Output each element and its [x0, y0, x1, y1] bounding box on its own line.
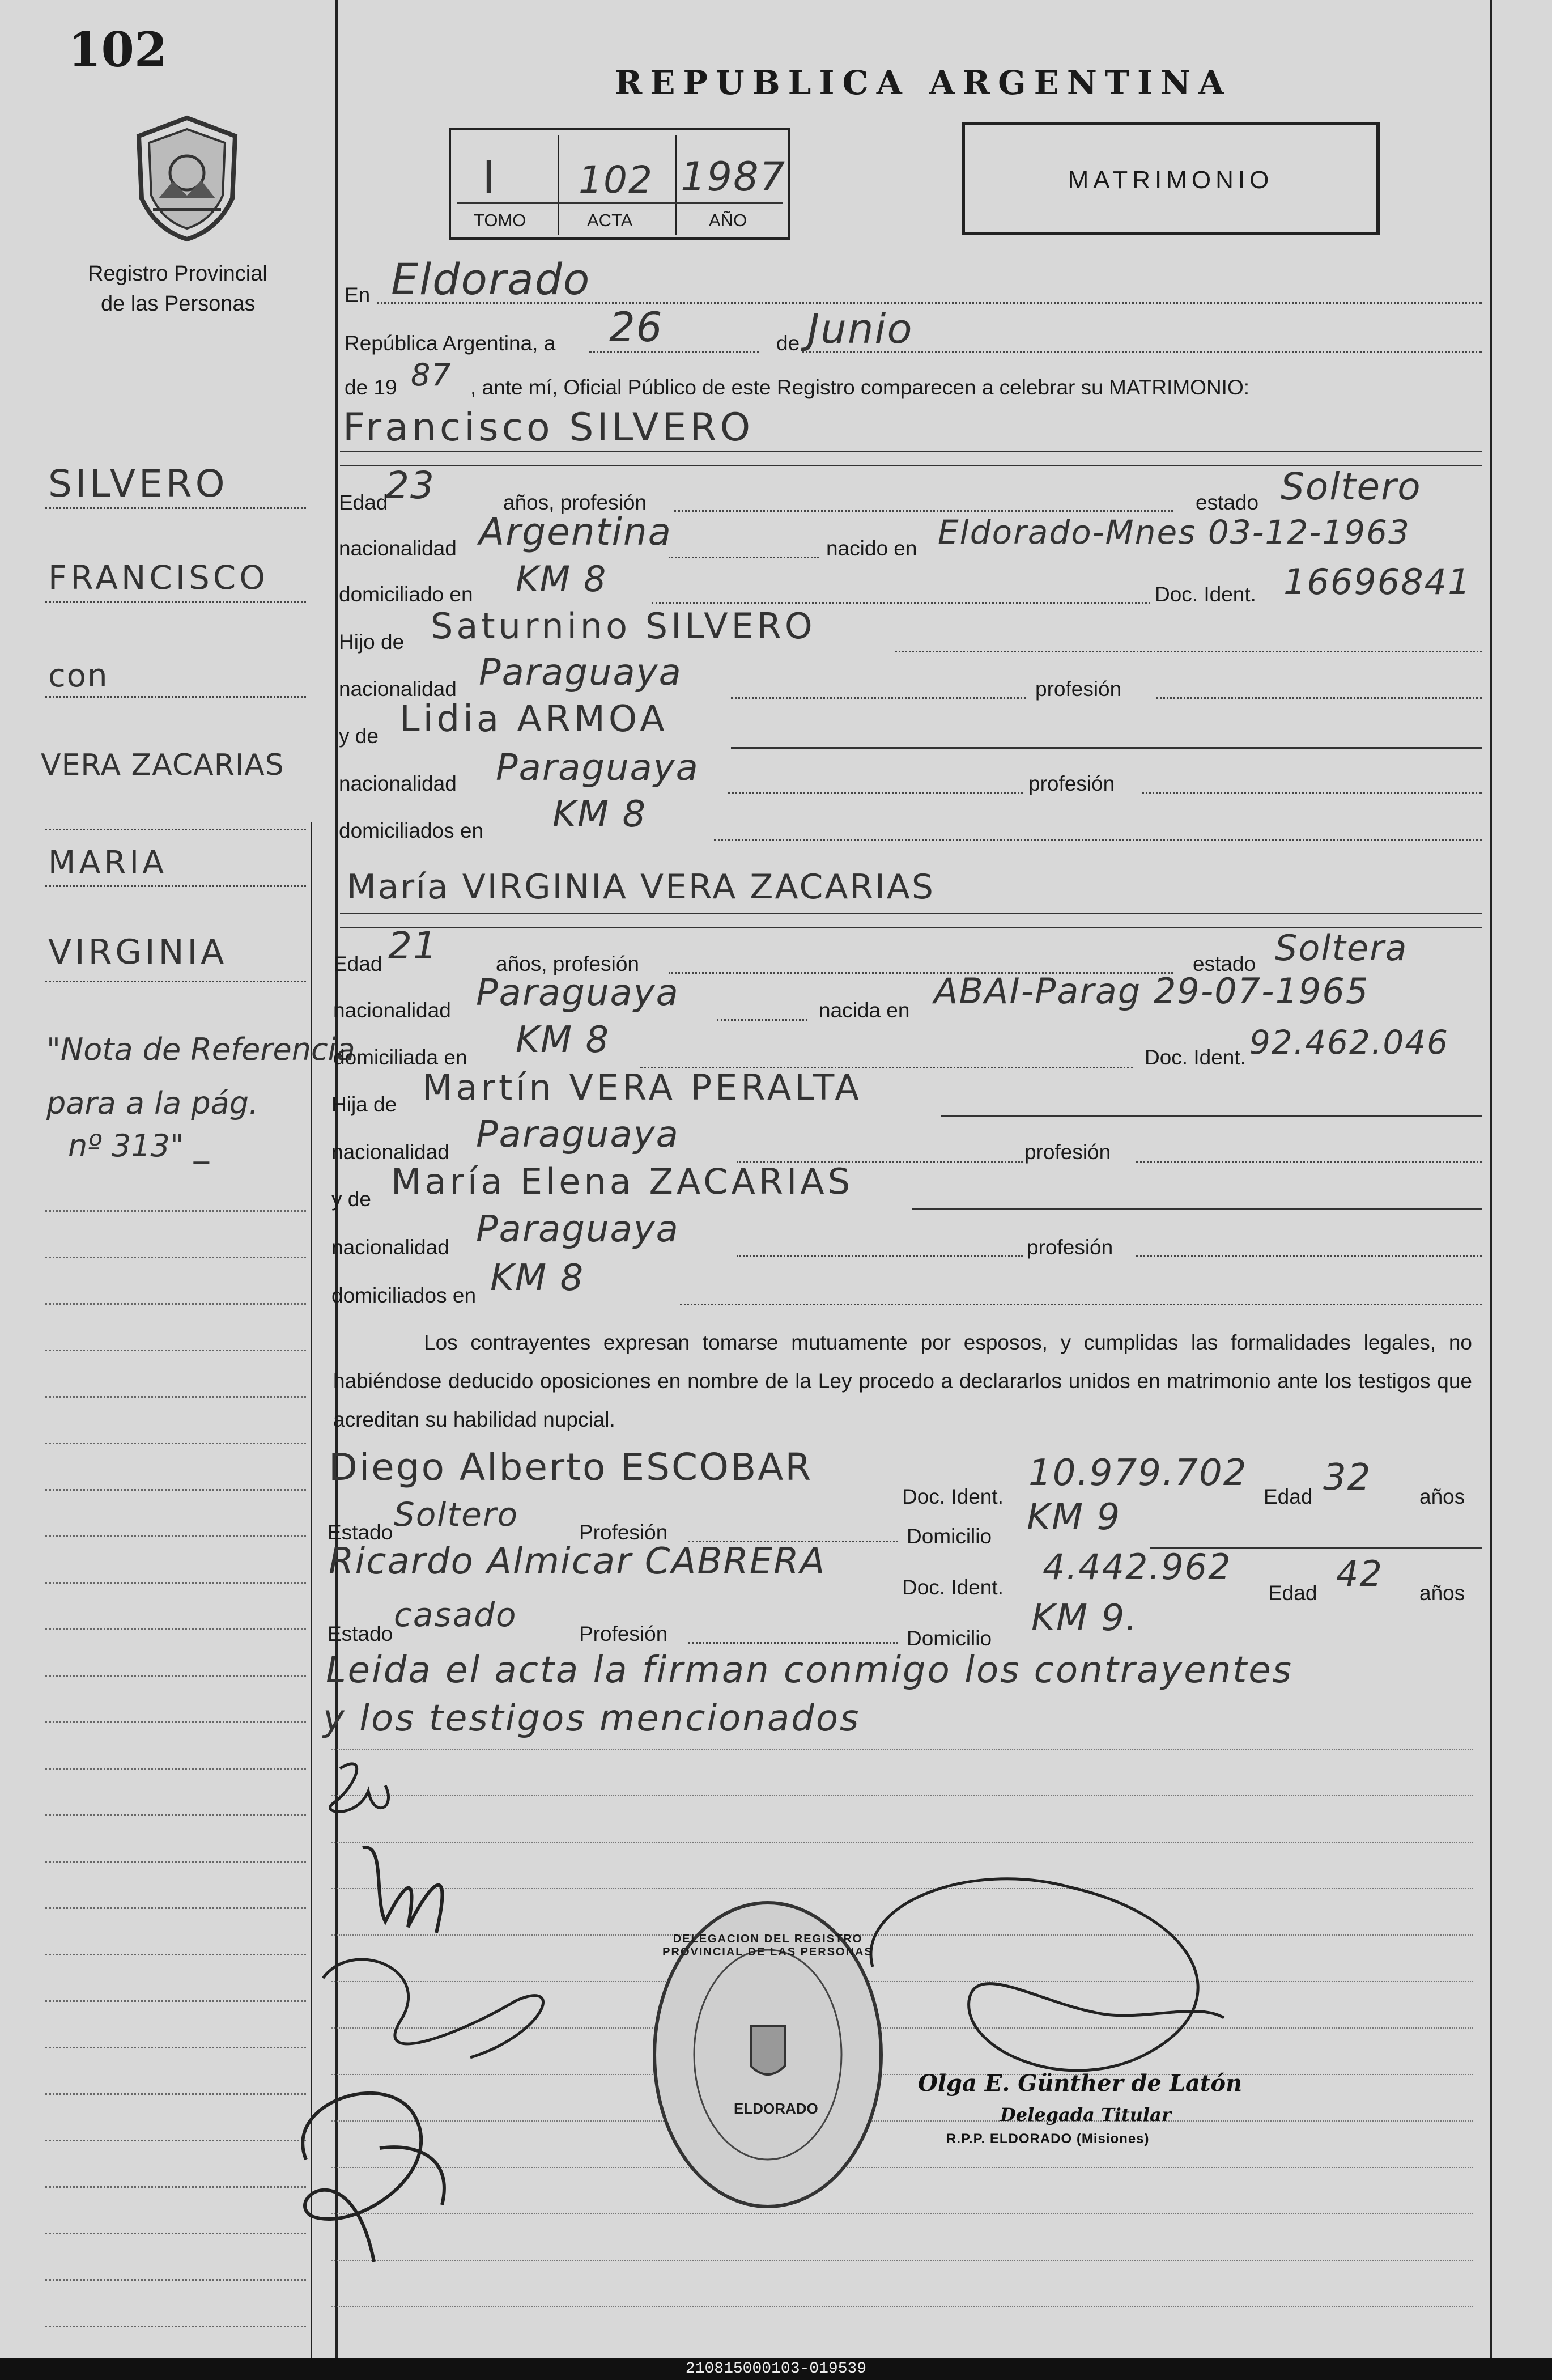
official-name: Olga E. Günther de Latón — [918, 2070, 1243, 2097]
groom-father-label: Hijo de — [339, 630, 405, 654]
margin-ruled-line — [45, 2233, 306, 2234]
witness1-prof-label: Profesión — [579, 1521, 668, 1544]
rule — [912, 1208, 1482, 1210]
bride-born: ABAI-Parag 29-07-1965 — [934, 970, 1370, 1012]
bride-parents-dom-label: domiciliados en — [331, 1284, 477, 1307]
ruled-line — [331, 2306, 1473, 2307]
bride-mother-nat: Paraguaya — [476, 1208, 679, 1250]
bride-domicile: KM 8 — [516, 1019, 610, 1061]
witness1-domicile: KM 9 — [1027, 1496, 1121, 1538]
margin-ruled-line — [45, 1303, 306, 1305]
dots — [680, 1304, 1482, 1305]
scan-id-footer: 210815000103-019539 — [0, 2358, 1552, 2380]
bride-nationality-label: nacionalidad — [333, 999, 451, 1022]
dots — [669, 557, 819, 558]
groom-born: Eldorado-Mnes 03-12-1963 — [938, 513, 1410, 551]
groom-age: 23 — [385, 464, 435, 507]
witness1-doc-label: Doc. Ident. — [902, 1485, 1004, 1508]
margin-ruled-line — [45, 1628, 306, 1630]
box-rule — [457, 202, 783, 204]
de-label: de — [776, 332, 800, 355]
ruled-line — [331, 1749, 1473, 1750]
margin-ruled-line — [45, 2047, 306, 2048]
groom-domicile: KM 8 — [516, 558, 607, 600]
margin-ruled-line — [45, 2140, 306, 2141]
witness1-dom-label: Domicilio — [907, 1525, 992, 1548]
signature-1 — [330, 1764, 389, 1812]
margin-note-line2: para a la pág. — [46, 1085, 259, 1121]
stamp-outer-text: DELEGACION DEL REGISTRO PROVINCIAL DE LAS PERSONAS — [662, 1933, 873, 1958]
dots — [652, 602, 1150, 604]
groom-mother: Lidia ARMOA — [399, 698, 668, 740]
bride-nationality: Paraguaya — [476, 972, 679, 1014]
groom-profession-label: años, profesión — [503, 491, 647, 514]
margin-dots — [45, 981, 306, 982]
groom-father-prof-label: profesión — [1035, 677, 1122, 701]
bride-age-label: Edad — [333, 952, 382, 975]
bride-father-prof-label: profesión — [1024, 1140, 1111, 1164]
groom-nationality: Argentina — [479, 510, 673, 554]
dots — [1156, 697, 1482, 699]
signature-2 — [363, 1847, 442, 1933]
margin-ruled-line — [45, 1721, 306, 1723]
tomo-value: I — [482, 151, 497, 204]
margin-surname-bride: VERA ZACARIAS — [41, 748, 284, 782]
margin-ruled-line — [45, 1675, 306, 1677]
dots — [737, 1255, 1023, 1257]
box-divider — [675, 135, 677, 235]
margin-ruled-line — [45, 2186, 306, 2188]
bride-born-label: nacida en — [819, 999, 910, 1022]
marriage-day: 26 — [609, 303, 664, 351]
groom-father: Saturnino SILVERO — [431, 605, 816, 647]
dots — [1136, 1255, 1482, 1257]
declaration-paragraph: Los contrayentes expresan tomarse mutuamente por esposos, y cumplidas las formalidades legales, no habiéndose deducido oposiciones en nombre de la Ley procedo a declararlos unidos en matrimonio ante los testigos que acreditan su habilidad nupcial. — [333, 1331, 1472, 1431]
bride-full-name: María VIRGINIA VERA ZACARIAS — [347, 867, 935, 907]
bride-mother: María Elena ZACARIAS — [391, 1161, 854, 1202]
signatures-group — [272, 1751, 669, 2273]
witness2-dom-label: Domicilio — [907, 1627, 992, 1650]
record-number-box — [449, 128, 790, 240]
box-divider — [558, 135, 559, 235]
groom-estado-label: estado — [1196, 491, 1259, 514]
witness2-estado-label: Estado — [328, 1622, 393, 1645]
margin-ruled-line — [45, 2000, 306, 2002]
groom-doc-label: Doc. Ident. — [1155, 583, 1256, 606]
year-suffix: 87 — [411, 357, 452, 393]
dots — [717, 1019, 807, 1021]
rule — [941, 1115, 1482, 1117]
bride-father-label: Hija de — [331, 1093, 397, 1116]
margin-ruled-line — [45, 1535, 306, 1537]
rule — [731, 747, 1482, 749]
witness1-name: Diego Alberto ESCOBAR — [329, 1445, 813, 1489]
bride-estado: Soltera — [1275, 927, 1408, 969]
rule — [340, 913, 1482, 914]
witness2-age: 42 — [1336, 1553, 1383, 1594]
page-number: 102 — [68, 22, 168, 78]
dots — [895, 651, 1482, 652]
signature-3 — [323, 1959, 543, 2057]
groom-father-nat-label: nacionalidad — [339, 677, 457, 701]
margin-ruled-line — [45, 1582, 306, 1584]
ano-label: AÑO — [709, 210, 747, 230]
record-type-label: MATRIMONIO — [1068, 166, 1274, 194]
provincial-seal-icon — [127, 113, 246, 244]
margin-ruled-line — [45, 1489, 306, 1491]
dots — [731, 697, 1026, 699]
margin-ruled-line — [45, 1396, 306, 1398]
dots — [377, 302, 1482, 304]
dots — [1136, 1161, 1482, 1163]
marriage-place: Eldorado — [391, 254, 591, 304]
groom-mother-label: y de — [339, 724, 379, 748]
dots — [1142, 792, 1482, 794]
margin-given-bride-2: VIRGINIA — [48, 932, 228, 972]
witness1-estado-label: Estado — [328, 1521, 393, 1544]
groom-parents-dom-label: domiciliados en — [339, 819, 484, 842]
groom-mother-nat: Paraguaya — [496, 747, 699, 789]
bride-age: 21 — [388, 924, 438, 968]
margin-ruled-line — [45, 1907, 306, 1909]
margin-ruled-line — [45, 2093, 306, 2095]
witness1-years-label: años — [1419, 1485, 1465, 1508]
groom-doc: 16696841 — [1283, 561, 1472, 603]
groom-mother-prof-label: profesión — [1028, 772, 1115, 795]
bride-mother-prof-label: profesión — [1027, 1236, 1113, 1259]
margin-dots — [45, 885, 306, 887]
groom-born-label: nacido en — [826, 537, 917, 560]
witness2-name: Ricardo Almicar CABRERA — [329, 1541, 826, 1583]
en-label: En — [345, 283, 371, 307]
closing-line-2: y los testigos mencionados — [323, 1698, 861, 1740]
groom-parents-dom: KM 8 — [552, 794, 647, 835]
ano-value: 1987 — [681, 154, 786, 200]
groom-estado: Soltero — [1281, 465, 1422, 508]
marriage-month: Junio — [807, 305, 913, 353]
witness2-domicile: KM 9. — [1031, 1597, 1138, 1639]
margin-dots — [45, 507, 306, 509]
groom-father-nat: Paraguaya — [479, 652, 682, 694]
dots — [714, 839, 1482, 841]
margin-ruled-line — [45, 1350, 306, 1351]
official-signature — [833, 1814, 1264, 2097]
right-border-line — [1490, 0, 1492, 2358]
witness1-age: 32 — [1323, 1457, 1372, 1499]
margin-surname-groom: SILVERO — [48, 462, 228, 506]
margin-con: con — [48, 657, 109, 694]
margin-given-bride-1: MARIA — [48, 845, 168, 881]
dots — [589, 351, 759, 353]
witness2-doc-label: Doc. Ident. — [902, 1576, 1004, 1599]
acta-label: ACTA — [587, 210, 633, 230]
bride-parents-dom: KM 8 — [490, 1257, 585, 1299]
record-type-box — [962, 122, 1380, 235]
dots — [802, 351, 1482, 353]
bride-mother-nat-label: nacionalidad — [331, 1236, 449, 1259]
groom-nationality-label: nacionalidad — [339, 537, 457, 560]
groom-domicile-label: domiciliado en — [339, 583, 473, 606]
witness2-years-label: años — [1419, 1581, 1465, 1605]
dots — [688, 1642, 898, 1644]
acta-value: 102 — [579, 158, 653, 202]
margin-ruled-line — [45, 2279, 306, 2281]
witness1-age-label: Edad — [1264, 1485, 1313, 1508]
margin-ruled-line — [45, 1954, 306, 1955]
groom-age-label: Edad — [339, 491, 388, 514]
groom-mother-nat-label: nacionalidad — [339, 772, 457, 795]
margin-given-groom: FRANCISCO — [48, 558, 269, 597]
bride-doc: 92.462.046 — [1249, 1023, 1449, 1062]
rule — [340, 451, 1482, 452]
year-prefix: de 19 — [345, 376, 397, 399]
official-title: Delegada Titular — [1000, 2104, 1171, 2126]
margin-ruled-line — [45, 1861, 306, 1863]
margin-ruled-line — [45, 1210, 306, 1212]
stamp-inner-text: ELDORADO — [734, 2100, 818, 2117]
groom-full-name: Francisco SILVERO — [343, 405, 754, 450]
margin-ruled-line — [45, 1257, 306, 1258]
republica-label: República Argentina, a — [345, 332, 556, 355]
margin-ruled-line — [45, 1768, 306, 1770]
witness2-age-label: Edad — [1268, 1581, 1317, 1605]
witness2-prof-label: Profesión — [579, 1622, 668, 1645]
margin-ruled-line — [45, 2326, 306, 2327]
tomo-label: TOMO — [474, 210, 526, 230]
margin-dots — [45, 829, 306, 830]
margin-ruled-line — [45, 1443, 306, 1444]
document-heading: REPUBLICA ARGENTINA — [615, 63, 1232, 102]
witness2-doc: 4.442.962 — [1043, 1546, 1232, 1588]
dots — [728, 792, 1023, 794]
signature-4 — [303, 2093, 444, 2262]
registry-title-line1: Registro Provincial — [88, 262, 267, 286]
margin-dots — [45, 696, 306, 698]
bride-profession-label: años, profesión — [496, 952, 640, 975]
bride-doc-label: Doc. Ident. — [1145, 1046, 1246, 1069]
margin-ruled-line — [45, 1814, 306, 1816]
bride-father-nat: Paraguaya — [476, 1114, 679, 1156]
margin-note-line1: "Nota de Referencia — [46, 1032, 355, 1067]
dots — [674, 510, 1173, 512]
appearance-statement: , ante mí, Oficial Público de este Registro comparecen a celebrar su MATRIMONIO: — [470, 376, 1249, 399]
bride-father: Martín VERA PERALTA — [422, 1067, 862, 1108]
margin-dots — [45, 601, 306, 603]
witness2-estado: casado — [394, 1596, 517, 1634]
bride-father-nat-label: nacionalidad — [331, 1140, 449, 1164]
closing-line-1: Leida el acta la firman conmigo los contrayentes — [326, 1649, 1293, 1691]
bride-mother-label: y de — [331, 1187, 371, 1211]
official-office: R.P.P. ELDORADO (Misiones) — [946, 2131, 1150, 2146]
bride-estado-label: estado — [1193, 952, 1256, 975]
bride-domicile-label: domiciliada en — [333, 1046, 467, 1069]
witness1-estado: Soltero — [394, 1495, 519, 1534]
witness1-doc: 10.979.702 — [1028, 1452, 1248, 1494]
margin-note-line3: nº 313" _ — [68, 1128, 209, 1164]
registry-title-line2: de las Personas — [101, 292, 256, 316]
